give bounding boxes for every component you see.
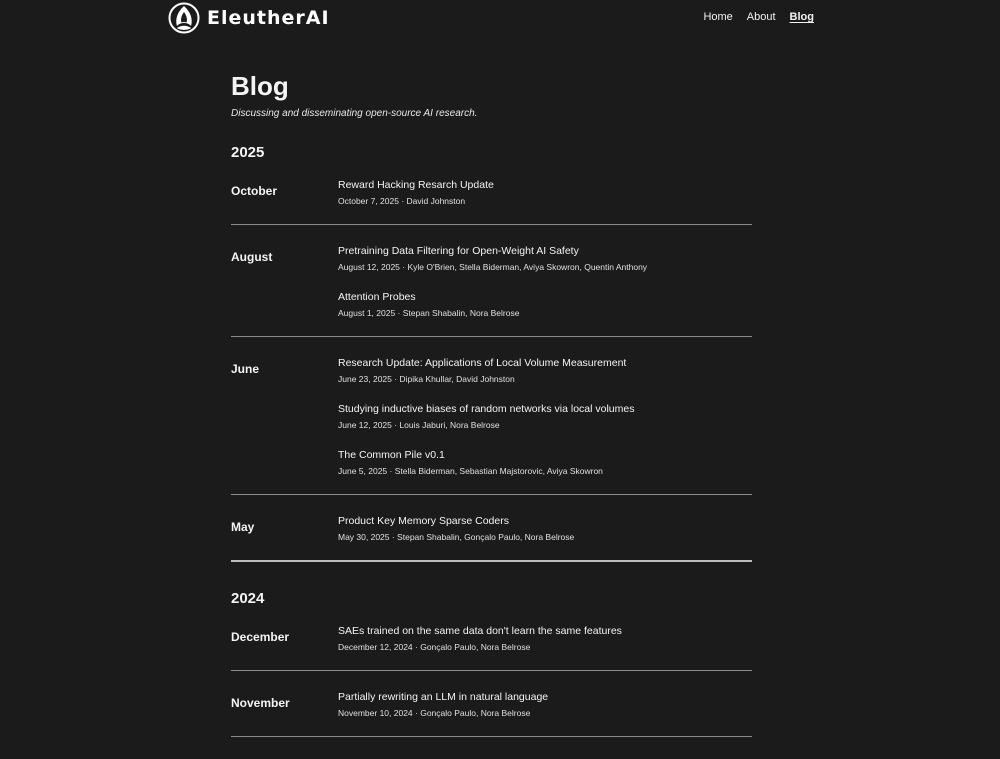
post-title-link[interactable]: The Common Pile v0.1 xyxy=(338,449,445,461)
top-navigation-bar xyxy=(0,0,1000,36)
post-meta: May 30, 2025 · Stepan Shabalin, Gonçalo Paulo, Nora Belrose xyxy=(338,532,575,542)
post-item xyxy=(338,625,752,653)
post-title-link[interactable]: Pretraining Data Filtering for Open-Weight AI Safety xyxy=(338,245,579,257)
post-meta: August 1, 2025 · Stepan Shabalin, Nora Belrose xyxy=(338,308,520,318)
post-meta: June 12, 2025 · Louis Jaburi, Nora Belrose xyxy=(338,420,500,430)
main-nav xyxy=(703,11,814,23)
post-item xyxy=(338,691,752,719)
post-title-link[interactable]: Reward Hacking Resarch Update xyxy=(338,179,494,191)
post-item xyxy=(338,291,752,319)
month-group-june xyxy=(231,337,752,495)
blog-content xyxy=(231,68,752,737)
post-item xyxy=(338,245,752,273)
month-group-december xyxy=(231,625,752,671)
post-meta: June 23, 2025 · Dipika Khullar, David Johnston xyxy=(338,374,515,384)
site-logo[interactable] xyxy=(168,2,330,34)
post-item xyxy=(338,449,752,477)
post-title-link[interactable]: Partially rewriting an LLM in natural language xyxy=(338,691,549,703)
post-meta: August 12, 2025 · Kyle O'Brien, Stella Biderman, Aviya Skowron, Quentin Anthony xyxy=(338,262,648,272)
logo-text: EleutherAI xyxy=(207,7,330,29)
month-label: August xyxy=(231,250,273,264)
post-title-link[interactable]: SAEs trained on the same data don't learn the same features xyxy=(338,625,622,637)
post-title-link[interactable]: Product Key Memory Sparse Coders xyxy=(338,515,509,527)
post-item xyxy=(338,515,752,543)
post-meta: October 7, 2025 · David Johnston xyxy=(338,196,466,206)
year-section-2025 xyxy=(231,144,752,562)
post-list xyxy=(338,625,752,653)
month-group-may xyxy=(231,495,752,560)
month-label: December xyxy=(231,630,290,644)
post-list xyxy=(338,691,752,719)
month-group-november xyxy=(231,671,752,737)
month-group-october xyxy=(231,179,752,225)
post-meta: June 5, 2025 · Stella Biderman, Sebastian Majstorovic, Aviya Skowron xyxy=(338,466,603,476)
month-label: May xyxy=(231,520,255,534)
post-title-link[interactable]: Research Update: Applications of Local Volume Measurement xyxy=(338,357,627,369)
month-group-august xyxy=(231,225,752,337)
page-subtitle: Discussing and disseminating open-source AI research. xyxy=(231,108,478,119)
post-title-link[interactable]: Attention Probes xyxy=(338,291,416,303)
post-item xyxy=(338,179,752,207)
year-heading: 2025 xyxy=(231,144,265,161)
month-label: October xyxy=(231,184,278,198)
year-section-2024 xyxy=(231,590,752,737)
post-list xyxy=(338,179,752,207)
post-meta: November 10, 2024 · Gonçalo Paulo, Nora Belrose xyxy=(338,708,531,718)
post-title-link[interactable]: Studying inductive biases of random networks via local volumes xyxy=(338,403,635,415)
post-list xyxy=(338,357,752,477)
post-list xyxy=(338,515,752,543)
eleutherai-logo-icon xyxy=(168,2,200,34)
post-meta: December 12, 2024 · Gonçalo Paulo, Nora Belrose xyxy=(338,642,531,652)
nav-home-link[interactable]: Home xyxy=(703,11,733,23)
post-item xyxy=(338,357,752,385)
post-item xyxy=(338,403,752,431)
nav-about-link[interactable]: About xyxy=(746,11,776,23)
post-list xyxy=(338,245,752,319)
page-title: Blog xyxy=(231,71,289,101)
month-label: June xyxy=(231,362,260,376)
year-heading: 2024 xyxy=(231,590,265,607)
month-label: November xyxy=(231,696,290,710)
nav-blog-link[interactable]: Blog xyxy=(789,11,814,23)
